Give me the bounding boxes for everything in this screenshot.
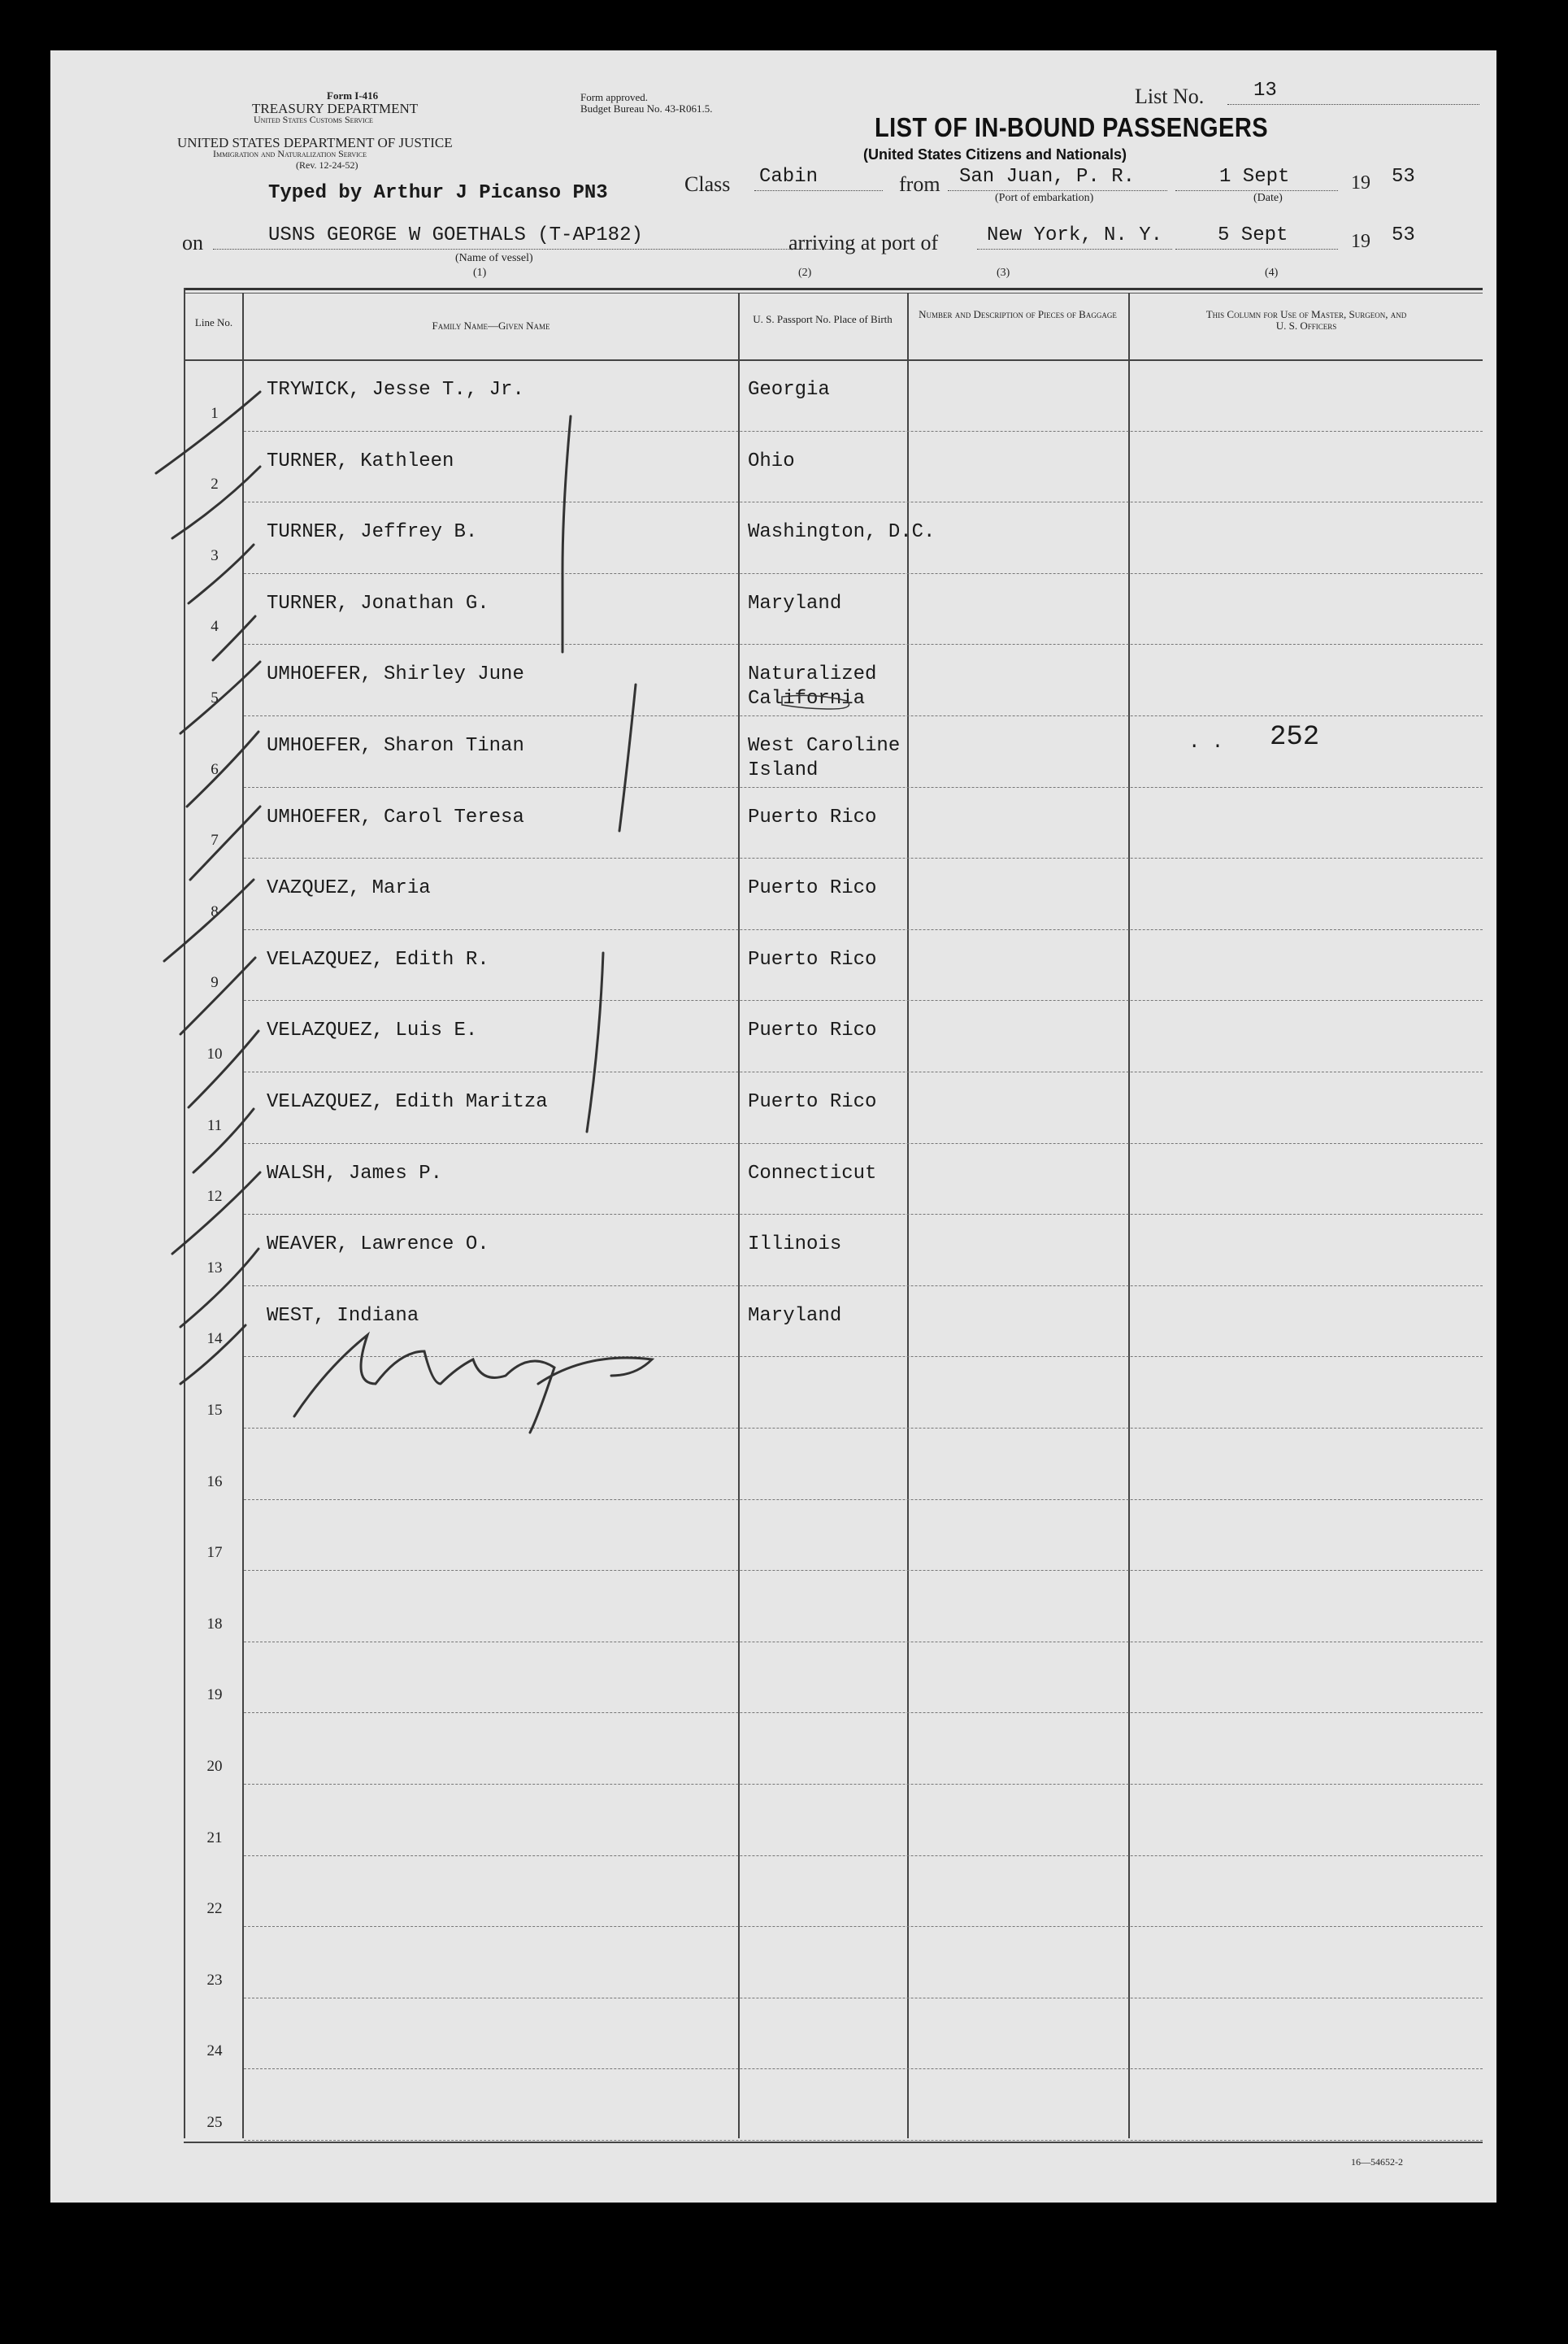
- place-of-birth: Naturalized: [748, 663, 877, 686]
- check-mark-2: [172, 467, 260, 538]
- line-number: 6: [211, 760, 219, 778]
- vessel-name: USNS GEORGE W GOETHALS (T-AP182): [268, 224, 643, 246]
- place-of-birth: Maryland: [748, 592, 842, 615]
- typed-by: Typed by Arthur J Picanso PN3: [268, 182, 608, 204]
- place-of-birth: Georgia: [748, 379, 830, 401]
- header-officers: This Column for Use of Master, Surgeon, and U. S. Officers: [1205, 308, 1407, 332]
- ins-service: Immigration and Naturalization Service: [213, 148, 367, 159]
- bracket-1: [562, 416, 571, 652]
- treasury-dept: TREASURY DEPARTMENT: [252, 101, 419, 116]
- place-of-birth-line2: Island: [748, 759, 819, 781]
- place-of-birth: Puerto Rico: [748, 877, 877, 900]
- passenger-name: TRYWICK, Jesse T., Jr.: [267, 379, 524, 401]
- customs-service: United States Customs Service: [254, 114, 373, 125]
- line-number: 11: [206, 1116, 223, 1134]
- arriving-label: arriving at port of: [788, 231, 939, 254]
- form-revision: (Rev. 12-24-52): [296, 159, 358, 171]
- line-number: 23: [206, 1971, 223, 1989]
- line-number: 19: [206, 1686, 223, 1704]
- arrival-date: 5 Sept: [1218, 224, 1288, 246]
- footer-code: 16—54652-2: [1351, 2156, 1403, 2168]
- line-number: 8: [211, 902, 219, 920]
- check-mark-14: [180, 1325, 245, 1384]
- arrival-port: New York, N. Y.: [987, 224, 1163, 246]
- line-number: 18: [206, 1615, 223, 1633]
- line-number: 25: [206, 2114, 223, 2131]
- place-of-birth: Puerto Rico: [748, 1020, 877, 1042]
- passenger-name: VAZQUEZ, Maria: [267, 877, 431, 900]
- header-name: Family Name—Given Name: [432, 320, 550, 332]
- passenger-name: UMHOEFER, Sharon Tinan: [267, 735, 524, 757]
- line-number: 21: [206, 1829, 223, 1846]
- passenger-name: UMHOEFER, Carol Teresa: [267, 806, 524, 828]
- from-label: from: [899, 172, 940, 196]
- form-number: Form I-416: [327, 89, 379, 102]
- header-passport: U. S. Passport No. Place of Birth: [753, 313, 893, 325]
- line-number: 9: [211, 974, 219, 992]
- passenger-name: WEAVER, Lawrence O.: [267, 1233, 489, 1256]
- line-number: 4: [211, 618, 219, 636]
- line-number: 20: [206, 1758, 223, 1775]
- header-line-no: Line No.: [194, 316, 233, 328]
- place-of-birth: Connecticut: [748, 1162, 877, 1185]
- officer-note: 252: [1270, 722, 1320, 753]
- line-number: 2: [211, 476, 219, 494]
- from-value: San Juan, P. R.: [959, 166, 1136, 188]
- line-number: 7: [211, 832, 219, 850]
- handwritten-marks: [50, 50, 1496, 2203]
- line-number: 24: [206, 2042, 223, 2060]
- place-of-birth: Puerto Rico: [748, 1091, 877, 1113]
- line-number: 14: [206, 1330, 223, 1348]
- passenger-name: VELAZQUEZ, Luis E.: [267, 1020, 478, 1042]
- col-ref-1: (1): [473, 267, 487, 279]
- line-number: 22: [206, 1900, 223, 1918]
- check-mark-3: [189, 545, 254, 603]
- form-title: LIST OF IN-BOUND PASSENGERS: [875, 112, 1269, 142]
- passenger-name: VELAZQUEZ, Edith Maritza: [267, 1091, 548, 1113]
- header-baggage: Number and Description of Pieces of Baggage: [919, 308, 1117, 320]
- check-mark-5: [180, 662, 260, 733]
- class-value: Cabin: [759, 166, 819, 188]
- place-of-birth: Puerto Rico: [748, 948, 877, 971]
- check-mark-11: [193, 1109, 254, 1172]
- check-mark-1: [156, 392, 260, 473]
- passenger-name: UMHOEFER, Shirley June: [267, 663, 524, 686]
- budget-bureau: Budget Bureau No. 43-R061.5.: [580, 102, 713, 115]
- passenger-name: TURNER, Kathleen: [267, 450, 454, 472]
- col-ref-3: (3): [997, 267, 1010, 279]
- line-number: 13: [206, 1259, 223, 1276]
- on-label: on: [182, 231, 203, 254]
- passenger-name: TURNER, Jeffrey B.: [267, 521, 478, 544]
- check-mark-13: [180, 1249, 258, 1327]
- line-number: 5: [211, 689, 219, 707]
- year-prefix: 19: [1351, 172, 1370, 194]
- year-value: 53: [1392, 166, 1415, 188]
- col-ref-4: (4): [1265, 267, 1279, 279]
- form-subtitle: (United States Citizens and Nationals): [863, 146, 1127, 163]
- place-of-birth: Ohio: [748, 450, 795, 472]
- place-of-birth: Maryland: [748, 1304, 842, 1327]
- place-of-birth: Puerto Rico: [748, 806, 877, 828]
- line-number: 3: [211, 546, 219, 564]
- line-number: 10: [206, 1046, 223, 1063]
- line-number: 16: [206, 1472, 223, 1490]
- check-mark-10: [189, 1031, 258, 1107]
- passenger-name: WEST, Indiana: [267, 1304, 419, 1327]
- arrival-year: 53: [1392, 224, 1415, 246]
- place-of-birth: Washington, D.C.: [748, 521, 936, 544]
- bracket-2: [619, 685, 636, 831]
- line-number: 12: [206, 1188, 223, 1206]
- vessel-caption: (Name of vessel): [455, 252, 533, 264]
- signature: [294, 1335, 652, 1433]
- check-mark-4: [213, 616, 255, 660]
- passenger-name: TURNER, Jonathan G.: [267, 592, 489, 615]
- list-no-label: List No.: [1135, 85, 1205, 108]
- col-ref-2: (2): [798, 267, 812, 279]
- line-number: 17: [206, 1544, 223, 1562]
- check-mark-7: [190, 807, 260, 880]
- date-caption: (Date): [1253, 192, 1283, 204]
- check-mark-6: [187, 732, 258, 807]
- manifest-page: [50, 50, 1496, 2203]
- embark-date: 1 Sept: [1219, 166, 1290, 188]
- list-no-value: 13: [1253, 80, 1277, 102]
- place-of-birth-line2: California: [748, 688, 866, 711]
- class-label: Class: [684, 172, 731, 196]
- check-mark-8: [164, 880, 254, 961]
- arrival-year-prefix: 19: [1351, 231, 1370, 252]
- passenger-name: VELAZQUEZ, Edith R.: [267, 948, 489, 971]
- check-mark-9: [180, 958, 255, 1034]
- overwrite-mark: [782, 695, 849, 709]
- passenger-name: WALSH, James P.: [267, 1162, 443, 1185]
- form-approved: Form approved.: [580, 91, 649, 103]
- bracket-3: [587, 953, 603, 1132]
- place-of-birth: West Caroline: [748, 735, 901, 757]
- officer-note-dots: . .: [1188, 732, 1224, 754]
- port-embark-caption: (Port of embarkation): [995, 192, 1094, 204]
- line-number: 1: [211, 404, 219, 422]
- justice-dept: UNITED STATES DEPARTMENT OF JUSTICE: [177, 135, 453, 150]
- place-of-birth: Illinois: [748, 1233, 842, 1256]
- line-number: 15: [206, 1402, 223, 1419]
- check-mark-12: [172, 1172, 260, 1254]
